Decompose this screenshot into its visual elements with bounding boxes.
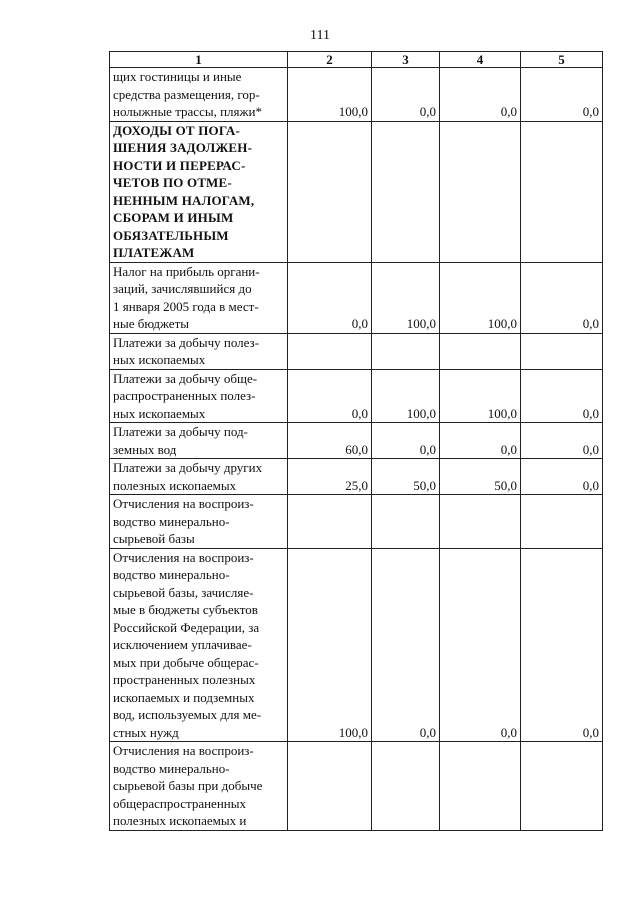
table-header-row [110,52,603,68]
row-label-line: Отчисления на воспроиз- [113,743,254,758]
value-cell-col4 [440,333,521,369]
value-cell-col4 [440,742,521,831]
value-cell-col4: 0,0 [440,68,521,122]
value-cell-col2 [288,121,372,262]
value-cell-col2 [288,333,372,369]
row-label-line: распространенных полез- [113,388,256,403]
page-number: 111 [310,28,330,43]
column-header-1: 1 [110,52,288,68]
revenue-distribution-table [109,51,603,831]
value-cell-col4: 0,0 [440,548,521,742]
row-label-line: сырьевой базы [113,531,195,546]
row-label-line: Платежи за добычу других [113,460,263,475]
row-label-line: ШЕНИЯ ЗАДОЛЖЕН- [113,140,253,155]
row-label-line: СБОРАМ И ИНЫМ [113,210,234,225]
row-label-line: Отчисления на воспроиз- [113,496,254,511]
value-cell-col2: 0,0 [288,262,372,333]
table-row [110,369,603,423]
table-row [110,68,603,122]
value-cell-col5: 0,0 [521,548,603,742]
value-cell-col5 [521,121,603,262]
row-label-line: ЧЕТОВ ПО ОТМЕ- [113,175,232,190]
row-label-cell [110,548,288,742]
row-label-line: мых при добыче общерас- [113,654,259,670]
row-label-line: средства размещения, гор- [113,86,260,102]
row-label-line: водство минерально- [113,513,230,529]
row-label-line: стных нужд [113,724,179,740]
row-label-line: полезных ископаемых и [113,813,247,828]
row-label-cell [110,495,288,549]
row-label-line: Платежи за добычу обще- [113,370,258,386]
value-cell-col4: 0,0 [440,423,521,459]
value-cell-col2: 100,0 [288,548,372,742]
row-label-line: ных ископаемых [113,405,206,421]
row-label-cell [110,423,288,459]
row-label-line: ные бюджеты [113,316,189,331]
row-label-line: ископаемых и подземных [113,689,255,705]
value-cell-col3 [372,121,440,262]
value-cell-col5 [521,333,603,369]
value-cell-col4 [440,495,521,549]
table-row [110,459,603,495]
value-cell-col4: 100,0 [440,262,521,333]
value-cell-col5: 0,0 [521,68,603,122]
table-body [110,68,603,831]
value-cell-col2 [288,742,372,831]
column-header-4: 4 [440,52,521,68]
row-label-line: НОСТИ И ПЕРЕРАС- [113,157,246,173]
row-label-line: Налог на прибыль органи- [113,263,260,279]
row-label-line: общераспространенных [113,795,246,811]
row-label-cell [110,333,288,369]
value-cell-col2 [288,495,372,549]
row-label-line: вод, используемых для ме- [113,707,262,722]
column-header-5: 5 [521,52,603,68]
value-cell-col4: 100,0 [440,369,521,423]
value-cell-col3: 50,0 [372,459,440,495]
value-cell-col3 [372,333,440,369]
row-label-cell [110,369,288,423]
column-header-3: 3 [372,52,440,68]
row-label-line: Российской Федерации, за [113,619,260,635]
value-cell-col5: 0,0 [521,262,603,333]
row-label-line: водство минерально- [113,760,230,776]
row-label-cell [110,459,288,495]
row-label-line: ОБЯЗАТЕЛЬНЫМ [113,227,229,243]
row-label-line: исключением уплачивае- [113,637,252,652]
table-row [110,548,603,742]
row-label-line: 1 января 2005 года в мест- [113,298,259,314]
row-label-line: мые в бюджеты субъектов [113,602,258,617]
row-label-line: сырьевой базы, зачисляе- [113,584,254,600]
value-cell-col2: 100,0 [288,68,372,122]
row-label-line: полезных ископаемых [113,477,237,493]
value-cell-col5 [521,742,603,831]
table-row [110,333,603,369]
table-row [110,742,603,831]
value-cell-col3 [372,495,440,549]
value-cell-col4: 50,0 [440,459,521,495]
value-cell-col2: 60,0 [288,423,372,459]
row-label-line: заций, зачислявшийся до [113,281,252,296]
section-header-row [110,121,603,262]
value-cell-col2: 25,0 [288,459,372,495]
value-cell-col4 [440,121,521,262]
value-cell-col5: 0,0 [521,423,603,459]
value-cell-col5: 0,0 [521,459,603,495]
table-row [110,495,603,549]
value-cell-col3 [372,742,440,831]
row-label-line: сырьевой базы при добыче [113,778,263,793]
value-cell-col2: 0,0 [288,369,372,423]
table-row [110,262,603,333]
row-label-line: ных ископаемых [113,352,206,367]
row-label-line: земных вод [113,441,177,457]
value-cell-col3: 100,0 [372,369,440,423]
row-label-line: Платежи за добычу под- [113,424,248,439]
table-row [110,423,603,459]
value-cell-col5 [521,495,603,549]
row-label-line: нолыжные трассы, пляжи* [113,104,262,119]
section-title-cell [110,121,288,262]
row-label-cell [110,742,288,831]
value-cell-col3: 100,0 [372,262,440,333]
value-cell-col5: 0,0 [521,369,603,423]
row-label-cell [110,68,288,122]
column-header-2: 2 [288,52,372,68]
row-label-line: Отчисления на воспроиз- [113,549,254,565]
row-label-line: ПЛАТЕЖАМ [113,245,195,260]
row-label-line: щих гостиницы и иные [113,69,242,84]
row-label-line: водство минерально- [113,567,230,582]
row-label-line: пространенных полезных [113,672,256,687]
row-label-cell [110,262,288,333]
value-cell-col3: 0,0 [372,68,440,122]
row-label-line: НЕННЫМ НАЛОГАМ, [113,192,255,208]
row-label-line: Платежи за добычу полез- [113,334,260,350]
value-cell-col3: 0,0 [372,423,440,459]
value-cell-col3: 0,0 [372,548,440,742]
row-label-line: ДОХОДЫ ОТ ПОГА- [113,122,241,138]
